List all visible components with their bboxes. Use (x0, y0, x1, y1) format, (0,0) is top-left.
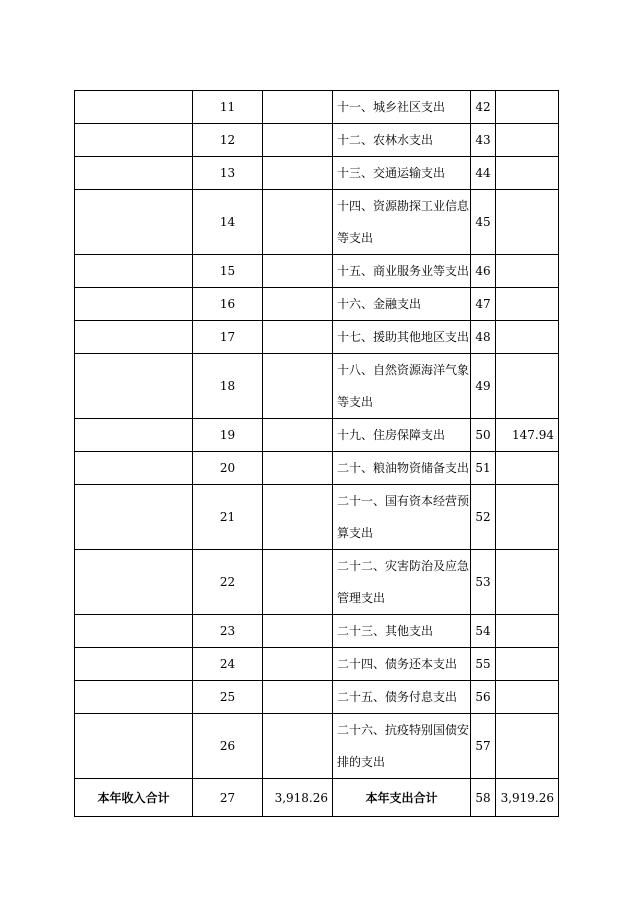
expenditure-item-name: 二十五、债务付息支出 (333, 681, 471, 714)
income-line-number: 11 (193, 91, 263, 124)
income-amount-cell (263, 681, 333, 714)
income-total-label: 本年收入合计 (75, 779, 193, 817)
income-amount-cell (263, 648, 333, 681)
income-line-number: 14 (193, 190, 263, 255)
table-row (75, 124, 559, 157)
income-item-cell (75, 190, 193, 255)
expenditure-line-number: 55 (471, 648, 496, 681)
income-line-number: 24 (193, 648, 263, 681)
income-line-number: 18 (193, 354, 263, 419)
expenditure-amount (496, 648, 559, 681)
expenditure-amount (496, 354, 559, 419)
income-expenditure-table (74, 90, 559, 817)
income-amount-cell (263, 485, 333, 550)
expenditure-item-name: 二十二、灾害防治及应急管理支出 (333, 550, 471, 615)
expenditure-total-label: 本年支出合计 (333, 779, 471, 817)
expenditure-amount: 147.94 (496, 419, 559, 452)
income-item-cell (75, 157, 193, 190)
expenditure-line-number: 43 (471, 124, 496, 157)
expenditure-amount (496, 157, 559, 190)
income-amount-cell (263, 615, 333, 648)
income-line-number: 15 (193, 255, 263, 288)
income-amount-cell (263, 124, 333, 157)
expenditure-line-number: 53 (471, 550, 496, 615)
expenditure-item-name: 十八、自然资源海洋气象等支出 (333, 354, 471, 419)
expenditure-total-line-number: 58 (471, 779, 496, 817)
income-line-number: 12 (193, 124, 263, 157)
income-total-line-number: 27 (193, 779, 263, 817)
income-line-number: 19 (193, 419, 263, 452)
income-item-cell (75, 419, 193, 452)
income-line-number: 17 (193, 321, 263, 354)
expenditure-item-name: 十七、援助其他地区支出 (333, 321, 471, 354)
table-row (75, 190, 559, 255)
expenditure-amount (496, 550, 559, 615)
expenditure-amount (496, 452, 559, 485)
income-item-cell (75, 681, 193, 714)
expenditure-line-number: 51 (471, 452, 496, 485)
table-row (75, 452, 559, 485)
expenditure-item-name: 十四、资源勘探工业信息等支出 (333, 190, 471, 255)
income-amount-cell (263, 288, 333, 321)
income-line-number: 23 (193, 615, 263, 648)
income-line-number: 25 (193, 681, 263, 714)
table-row (75, 615, 559, 648)
table-body (75, 91, 559, 779)
expenditure-line-number: 48 (471, 321, 496, 354)
expenditure-amount (496, 321, 559, 354)
income-item-cell (75, 714, 193, 779)
expenditure-item-name: 二十三、其他支出 (333, 615, 471, 648)
income-item-cell (75, 648, 193, 681)
expenditure-line-number: 52 (471, 485, 496, 550)
income-line-number: 16 (193, 288, 263, 321)
income-line-number: 13 (193, 157, 263, 190)
income-item-cell (75, 550, 193, 615)
income-line-number: 26 (193, 714, 263, 779)
expenditure-line-number: 45 (471, 190, 496, 255)
total-row (75, 779, 559, 817)
income-line-number: 20 (193, 452, 263, 485)
expenditure-total-amount: 3,919.26 (496, 779, 559, 817)
income-line-number: 21 (193, 485, 263, 550)
income-item-cell (75, 354, 193, 419)
table-row (75, 157, 559, 190)
expenditure-amount (496, 91, 559, 124)
expenditure-amount (496, 255, 559, 288)
income-amount-cell (263, 714, 333, 779)
expenditure-amount (496, 714, 559, 779)
expenditure-item-name: 十三、交通运输支出 (333, 157, 471, 190)
table-row (75, 648, 559, 681)
income-amount-cell (263, 354, 333, 419)
income-amount-cell (263, 91, 333, 124)
expenditure-item-name: 十一、城乡社区支出 (333, 91, 471, 124)
expenditure-line-number: 57 (471, 714, 496, 779)
income-item-cell (75, 615, 193, 648)
table-row (75, 288, 559, 321)
expenditure-line-number: 47 (471, 288, 496, 321)
table-row (75, 354, 559, 419)
income-item-cell (75, 255, 193, 288)
expenditure-item-name: 二十、粮油物资储备支出 (333, 452, 471, 485)
table-row (75, 91, 559, 124)
expenditure-line-number: 56 (471, 681, 496, 714)
expenditure-line-number: 44 (471, 157, 496, 190)
expenditure-amount (496, 190, 559, 255)
income-amount-cell (263, 190, 333, 255)
expenditure-line-number: 42 (471, 91, 496, 124)
income-amount-cell (263, 452, 333, 485)
expenditure-line-number: 46 (471, 255, 496, 288)
income-line-number: 22 (193, 550, 263, 615)
expenditure-amount (496, 124, 559, 157)
income-item-cell (75, 452, 193, 485)
table-row (75, 714, 559, 779)
income-total-amount: 3,918.26 (263, 779, 333, 817)
income-amount-cell (263, 157, 333, 190)
expenditure-amount (496, 288, 559, 321)
expenditure-item-name: 二十四、债务还本支出 (333, 648, 471, 681)
expenditure-item-name: 十二、农林水支出 (333, 124, 471, 157)
table-row (75, 255, 559, 288)
income-amount-cell (263, 419, 333, 452)
table-row (75, 485, 559, 550)
expenditure-line-number: 54 (471, 615, 496, 648)
income-amount-cell (263, 321, 333, 354)
expenditure-line-number: 49 (471, 354, 496, 419)
expenditure-amount (496, 485, 559, 550)
income-item-cell (75, 91, 193, 124)
expenditure-item-name: 二十一、国有资本经营预算支出 (333, 485, 471, 550)
table-row (75, 321, 559, 354)
expenditure-item-name: 十五、商业服务业等支出 (333, 255, 471, 288)
income-item-cell (75, 124, 193, 157)
income-item-cell (75, 321, 193, 354)
table-row (75, 681, 559, 714)
expenditure-amount (496, 681, 559, 714)
expenditure-amount (496, 615, 559, 648)
table-row (75, 550, 559, 615)
income-item-cell (75, 485, 193, 550)
income-amount-cell (263, 255, 333, 288)
expenditure-item-name: 十六、金融支出 (333, 288, 471, 321)
expenditure-line-number: 50 (471, 419, 496, 452)
income-item-cell (75, 288, 193, 321)
income-amount-cell (263, 550, 333, 615)
expenditure-item-name: 十九、住房保障支出 (333, 419, 471, 452)
expenditure-item-name: 二十六、抗疫特别国债安排的支出 (333, 714, 471, 779)
table-row (75, 419, 559, 452)
